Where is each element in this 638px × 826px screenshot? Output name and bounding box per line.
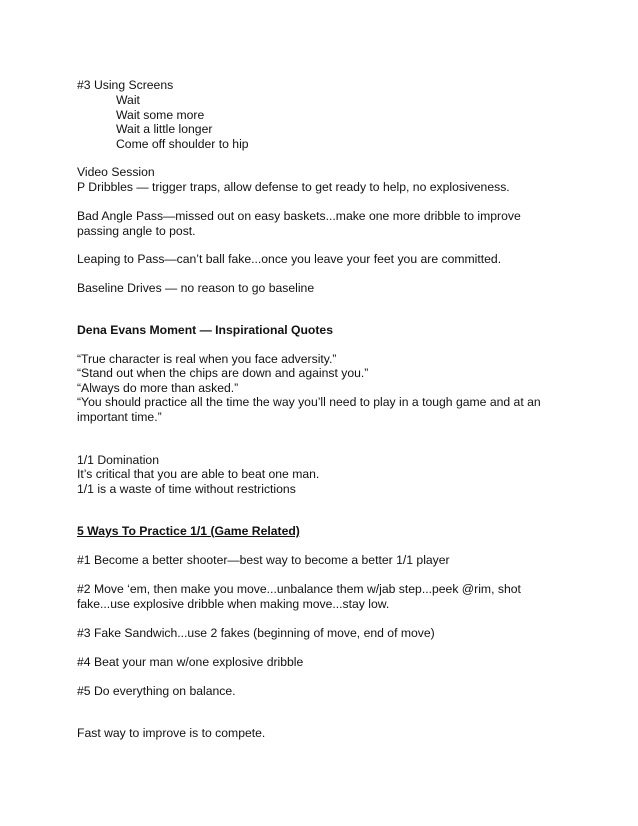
way-item-cont: fake...use explosive dribble when making move...stay low. [77, 597, 390, 611]
bad-angle-note-cont: passing angle to post. [77, 224, 196, 238]
way-item: #1 Become a better shooter—best way to become a better 1/1 player [77, 553, 450, 567]
baseline-note: Baseline Drives — no reason to go baseline [77, 281, 315, 295]
screens-step: Come off shoulder to hip [116, 137, 249, 151]
bad-angle-note: Bad Angle Pass—missed out on easy baskets...make one more dribble to improve [77, 209, 521, 223]
ways-heading: 5 Ways To Practice 1/1 (Game Related) [77, 524, 300, 538]
way-item: #5 Do everything on balance. [77, 684, 236, 698]
video-session-title: Video Session [77, 165, 155, 179]
domination-title: 1/1 Domination [77, 453, 159, 467]
quote-line: “Always do more than asked.” [77, 381, 239, 395]
quote-line-cont: important time.” [77, 410, 162, 424]
screens-step: Wait some more [116, 108, 205, 122]
quotes-heading: Dena Evans Moment — Inspirational Quotes [77, 323, 333, 337]
domination-line: It’s critical that you are able to beat one man. [77, 467, 320, 481]
leaping-note: Leaping to Pass—can’t ball fake...once you leave your feet you are committed. [77, 252, 502, 266]
way-item: #3 Fake Sandwich...use 2 fakes (beginning of move, end of move) [77, 626, 435, 640]
screens-step: Wait a little longer [116, 122, 213, 136]
closing-line: Fast way to improve is to compete. [77, 726, 266, 740]
screens-title: #3 Using Screens [77, 78, 174, 92]
way-item: #2 Move ‘em, then make you move...unbalance them w/jab step...peek @rim, shot [77, 582, 521, 596]
way-item: #4 Beat your man w/one explosive dribble [77, 655, 304, 669]
domination-line: 1/1 is a waste of time without restrictions [77, 482, 296, 496]
p-dribbles-note: P Dribbles — trigger traps, allow defense to get ready to help, no explosiveness. [77, 180, 510, 194]
quote-line: “True character is real when you face adversity.” [77, 352, 337, 366]
screens-step: Wait [116, 93, 140, 107]
quote-line: “You should practice all the time the way you’ll need to play in a tough game and at an [77, 395, 541, 409]
quote-line: “Stand out when the chips are down and against you.” [77, 366, 369, 380]
